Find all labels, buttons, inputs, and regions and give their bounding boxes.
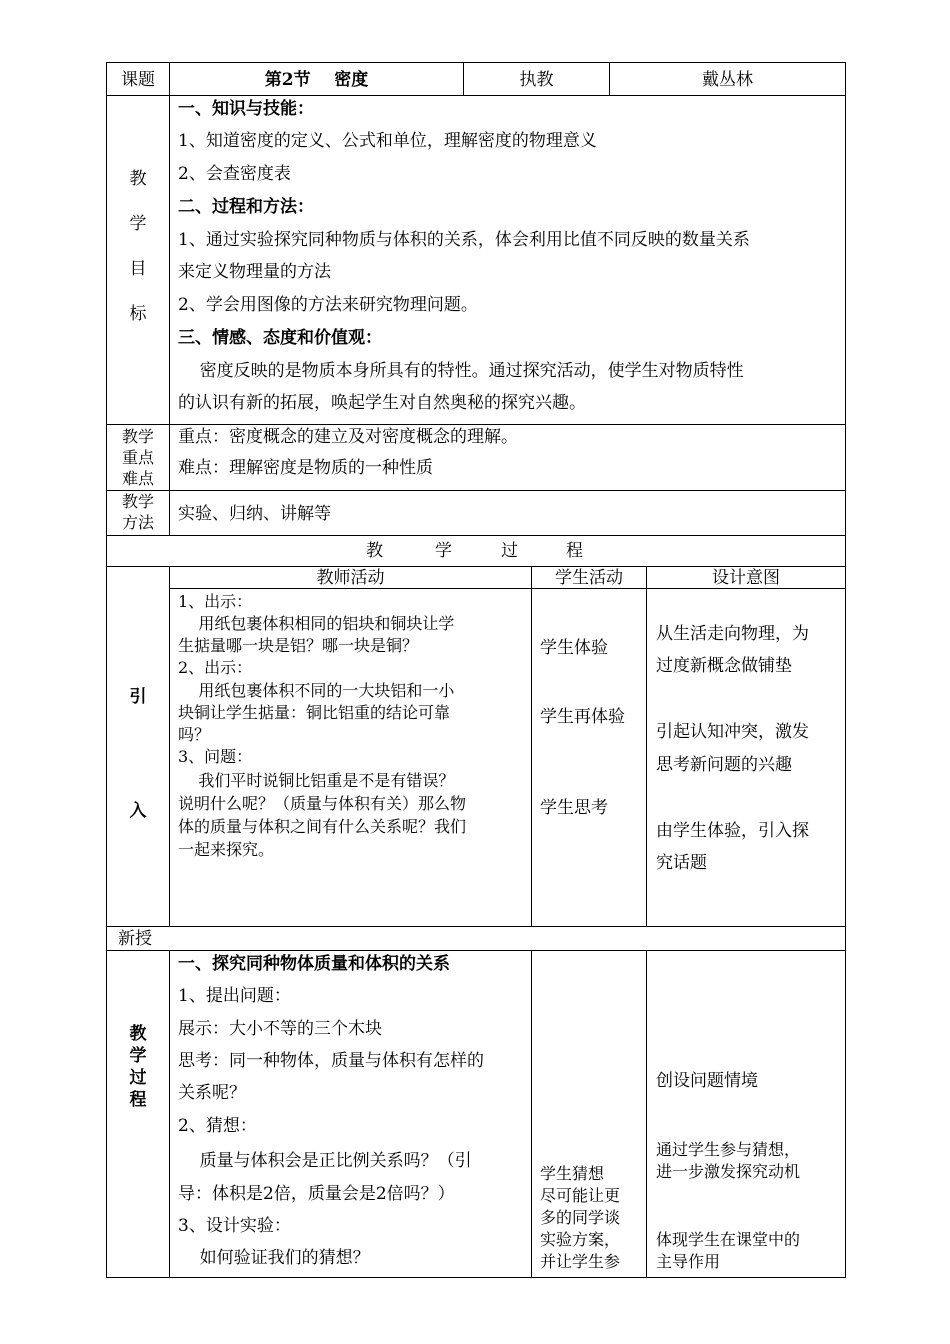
intro-student-activity: 学生体验 (540, 638, 608, 658)
process-student-line: 实验方案， (540, 1230, 621, 1249)
difficulty-line: 难点：理解密度是物质的一种性质 (178, 458, 433, 478)
objectives-label-char: 标 (129, 304, 147, 324)
process-design-line: 通过学生参与猜想， (656, 1140, 801, 1159)
table-line (169, 950, 170, 1277)
method-label: 方法 (121, 513, 154, 532)
process-title-char: 程 (566, 541, 583, 561)
intro-teacher-line: 用纸包裹体积相同的铝块和铜块让学 (178, 614, 455, 633)
key-points-label: 教学 (121, 427, 154, 446)
table-line (106, 424, 846, 425)
process-teacher-line: 3、设计实验： (178, 1216, 291, 1236)
table-line (106, 950, 846, 951)
process-design-line: 创设问题情境 (656, 1071, 758, 1091)
process-design-line: 进一步激发探究动机 (656, 1162, 801, 1181)
intro-teacher-line: 块铜让学生掂量：铜比铝重的结论可靠 (178, 703, 451, 722)
key-point-line: 重点：密度概念的建立及对密度概念的理解。 (178, 427, 518, 447)
intro-teacher-line: 1、出示： (178, 592, 253, 611)
intro-teacher-line: 3、问题： (178, 747, 253, 766)
method-text: 实验、归纳、讲解等 (178, 504, 331, 524)
method-label: 教学 (121, 492, 154, 511)
teacher-label: 执教 (519, 70, 554, 90)
process-label-char: 教 (129, 1024, 147, 1044)
intro-teacher-line: 生掂量哪一块是铝？哪一块是铜？ (178, 636, 419, 655)
key-points-label: 难点 (121, 469, 154, 488)
intro-teacher-line: 体的质量与体积之间有什么关系呢？我们 (178, 817, 467, 836)
table-border-right (845, 62, 846, 1278)
objectives-line: 密度反映的是物质本身所具有的特性。通过探究活动，使学生对物质特性 (178, 361, 744, 381)
table-line (169, 566, 170, 926)
process-teacher-line: 如何验证我们的猜想？ (178, 1248, 370, 1268)
table-line-bottom (106, 1277, 846, 1278)
process-student-line: 多的同学谈 (540, 1208, 621, 1227)
table-line (531, 566, 532, 926)
intro-label-char: 引 (129, 687, 147, 707)
process-heading: 一、探究同种物体质量和体积的关系 (178, 954, 450, 974)
objectives-heading: 一、知识与技能： (178, 99, 314, 119)
topic-label: 课题 (121, 70, 155, 90)
table-line (106, 566, 846, 567)
process-design-line: 主导作用 (656, 1252, 721, 1271)
intro-design-line: 由学生体验，引入探 (656, 821, 809, 841)
process-label-char: 学 (129, 1046, 147, 1066)
intro-teacher-line: 2、出示： (178, 658, 253, 677)
key-points-label: 重点 (121, 448, 154, 467)
process-student-line: 尽可能让更 (540, 1186, 621, 1205)
topic-title: 第2节 密度 (264, 70, 369, 90)
objectives-line: 1、知道密度的定义、公式和单位，理解密度的物理意义 (178, 131, 597, 151)
objectives-label-char: 教 (129, 169, 147, 189)
process-label-char: 程 (129, 1090, 147, 1110)
table-line (531, 950, 532, 1277)
process-title-char: 教 (366, 541, 383, 561)
process-teacher-line: 展示：大小不等的三个木块 (178, 1019, 382, 1039)
objectives-label-char: 目 (129, 259, 147, 279)
column-header-design: 设计意图 (712, 568, 780, 588)
intro-label-char: 入 (129, 801, 147, 821)
intro-student-activity: 学生思考 (540, 798, 608, 818)
process-title-char: 过 (501, 541, 518, 561)
process-title-char: 学 (435, 541, 452, 561)
process-student-line: 学生猜想 (540, 1164, 605, 1183)
objectives-heading: 二、过程和方法： (178, 197, 314, 217)
table-line (106, 926, 846, 927)
table-line-top (106, 62, 846, 63)
intro-teacher-line: 我们平时说铜比铝重是不是有错误？ (178, 771, 455, 790)
process-label-char: 过 (129, 1068, 147, 1088)
process-teacher-line: 2、猜想： (178, 1116, 257, 1136)
intro-teacher-line: 一起来探究。 (178, 840, 275, 859)
process-design-line: 体现学生在课堂中的 (656, 1230, 801, 1249)
objectives-label-char: 学 (129, 214, 147, 234)
process-teacher-line: 关系呢？ (178, 1083, 246, 1103)
intro-design-line: 过度新概念做铺垫 (656, 656, 792, 676)
new-lesson-label: 新授 (118, 929, 152, 949)
intro-design-line: 从生活走向物理，为 (656, 624, 809, 644)
column-header-student: 学生活动 (555, 568, 623, 588)
objectives-line: 来定义物理量的方法 (178, 262, 331, 282)
objectives-line: 1、通过实验探究同种物质与体积的关系，体会利用比值不同反映的数量关系 (178, 230, 750, 250)
process-teacher-line: 质量与体积会是正比例关系吗？（引 (178, 1151, 472, 1171)
process-teacher-line: 1、提出问题： (178, 986, 291, 1006)
intro-design-line: 思考新问题的兴趣 (656, 755, 792, 775)
table-line (646, 566, 647, 926)
intro-student-activity: 学生再体验 (540, 707, 625, 727)
column-header-teacher: 教师活动 (316, 568, 385, 588)
objectives-line: 2、会查密度表 (178, 164, 291, 184)
objectives-line: 的认识有新的拓展，唤起学生对自然奥秘的探究兴趣。 (178, 393, 586, 413)
teacher-name: 戴丛林 (702, 70, 753, 90)
process-teacher-line: 导：体积是2倍，质量会是2倍吗？） (178, 1184, 455, 1204)
table-line (106, 535, 846, 536)
table-line (646, 950, 647, 1277)
table-line (169, 588, 846, 589)
process-student-line: 并让学生参 (540, 1252, 621, 1271)
intro-teacher-line: 说明什么呢？（质量与体积有关）那么物 (178, 794, 467, 813)
objectives-line: 2、学会用图像的方法来研究物理问题。 (178, 295, 478, 315)
process-teacher-line: 思考：同一种物体，质量与体积有怎样的 (178, 1051, 484, 1071)
table-line (106, 490, 846, 491)
table-line (169, 62, 170, 535)
intro-teacher-line: 吗？ (178, 725, 211, 744)
objectives-heading: 三、情感、态度和价值观： (178, 328, 382, 348)
table-line (106, 95, 846, 96)
intro-design-line: 究话题 (656, 853, 707, 873)
intro-teacher-line: 用纸包裹体积不同的一大块铝和一小 (178, 681, 455, 700)
intro-design-line: 引起认知冲突，激发 (656, 722, 809, 742)
